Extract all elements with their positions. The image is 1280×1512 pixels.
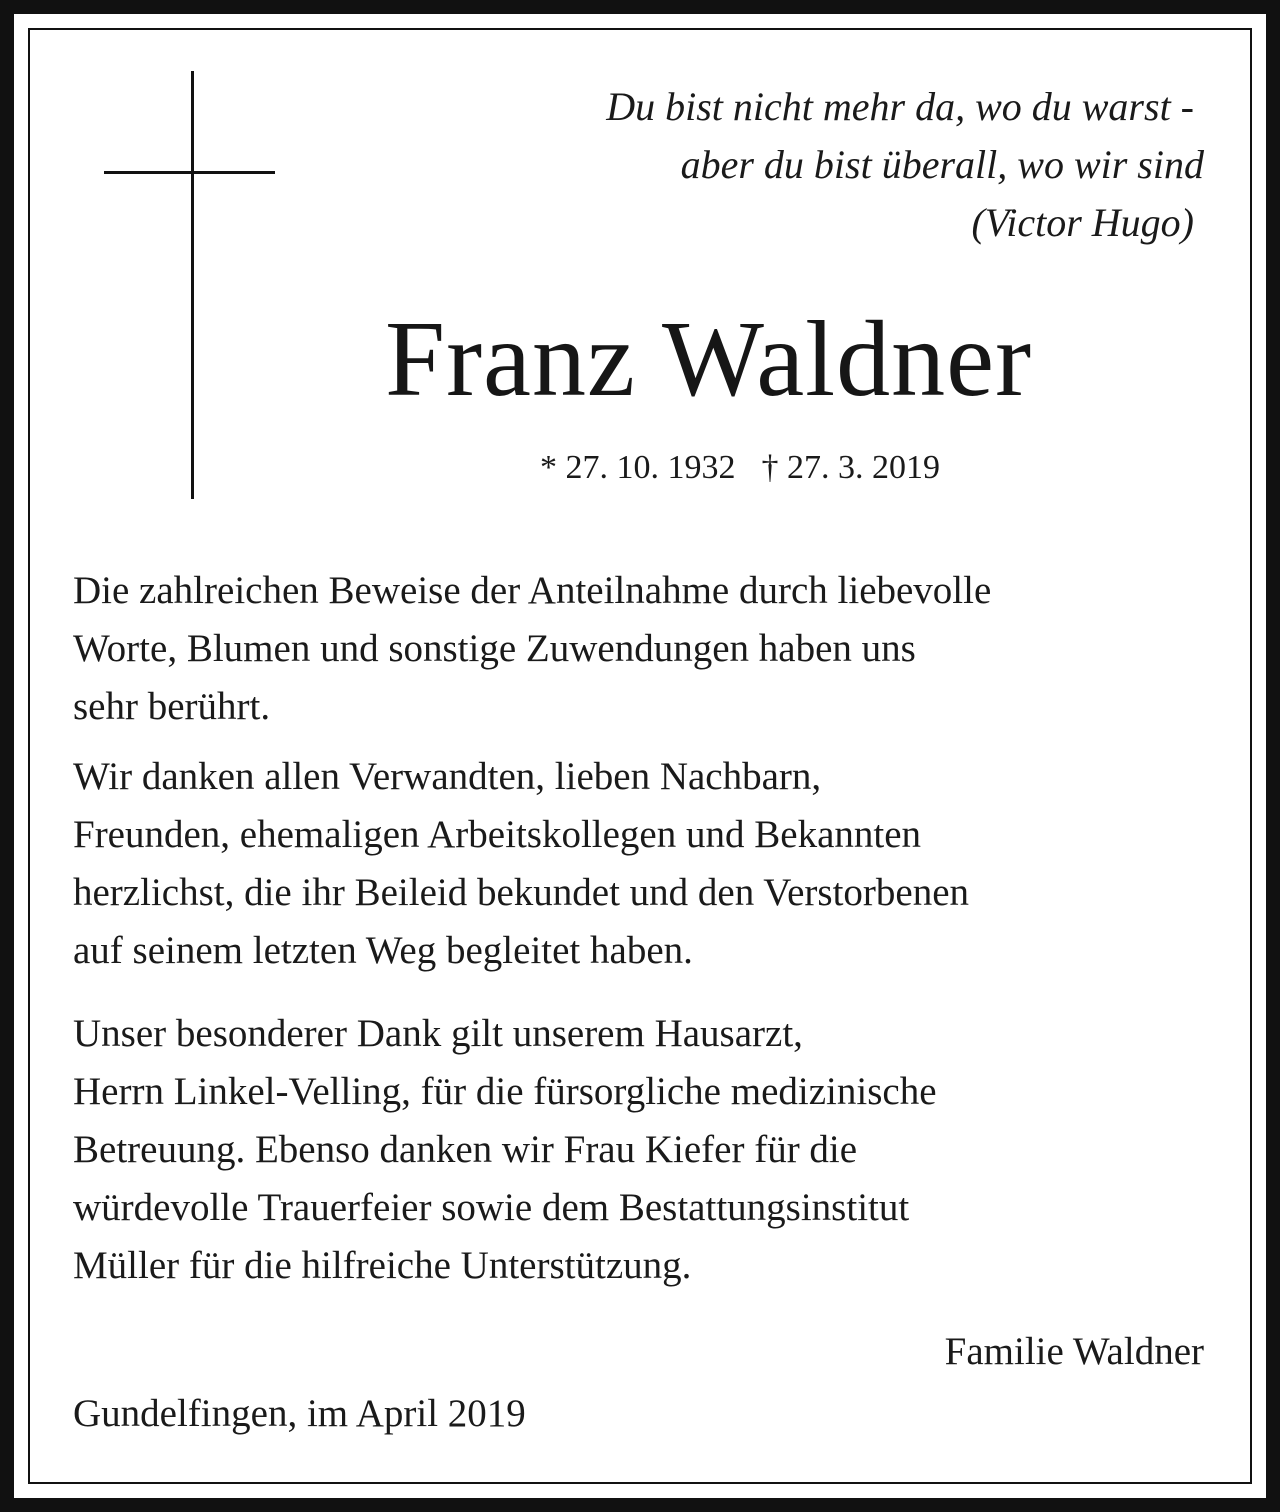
paragraph-line: Worte, Blumen und sonstige Zuwendungen haben uns: [73, 627, 916, 670]
place-date: Gundelfingen, im April 2019: [73, 1392, 526, 1435]
birth-date: * 27. 10. 1932: [540, 449, 736, 486]
life-dates: [540, 446, 940, 490]
paragraph-line: Unser besonderer Dank gilt unserem Hausarzt,: [73, 1012, 803, 1055]
quote-author: (Victor Hugo): [971, 200, 1194, 245]
paragraph-line: würdevolle Trauerfeier sowie dem Bestattungsinstitut: [73, 1186, 910, 1229]
death-date: † 27. 3. 2019: [761, 449, 940, 486]
paragraph-line: Müller für die hilfreiche Unterstützung.: [73, 1244, 692, 1287]
paragraph-line: herzlichst, die ihr Beileid bekundet und den Verstorbenen: [73, 871, 970, 914]
paragraph-3: [73, 1005, 1223, 1295]
paragraph-line: auf seinem letzten Weg begleitet haben.: [73, 929, 693, 972]
paragraph-line: Die zahlreichen Beweise der Anteilnahme durch liebevolle: [73, 569, 992, 612]
quote-line: aber du bist überall, wo wir sind: [680, 142, 1204, 187]
paragraph-2: [73, 748, 1223, 980]
cross-horizontal-bar: [104, 171, 275, 174]
signature: Familie Waldner: [944, 1330, 1204, 1373]
paragraph-line: Freunden, ehemaligen Arbeitskollegen und Bekannten: [73, 813, 922, 856]
quote-line: Du bist nicht mehr da, wo du warst -: [606, 84, 1194, 129]
paragraph-line: Betreuung. Ebenso danken wir Frau Kiefer für die: [73, 1128, 858, 1171]
paragraph-line: Wir danken allen Verwandten, lieben Nachbarn,: [73, 755, 822, 798]
quote-block: [484, 78, 1204, 252]
cross-vertical-bar: [191, 71, 194, 499]
paragraph-line: Herrn Linkel-Velling, für die fürsorgliche medizinische: [73, 1070, 937, 1113]
paragraph-line: sehr berührt.: [73, 685, 271, 728]
deceased-name: Franz Waldner: [385, 300, 1033, 419]
paragraph-1: [73, 562, 1223, 736]
